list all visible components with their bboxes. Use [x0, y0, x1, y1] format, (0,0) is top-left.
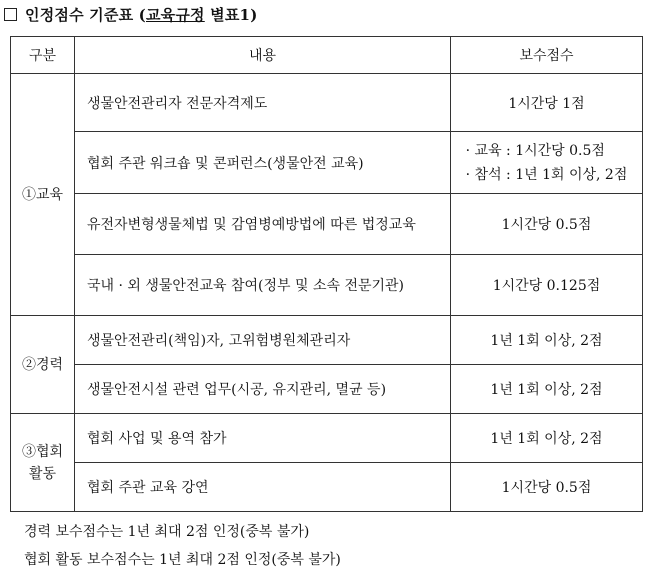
table-row	[11, 74, 643, 132]
row-score: 1년 1회 이상, 2점	[451, 365, 643, 414]
table-row	[11, 255, 643, 316]
category-career: ②경력	[11, 316, 75, 414]
title-prefix: 인정점수 기준표 (	[25, 5, 146, 24]
table-row	[11, 414, 643, 463]
title-row	[4, 4, 258, 24]
category-education: ①교육	[11, 74, 75, 316]
row-score	[451, 132, 643, 194]
row-desc: 협회 주관 교육 강연	[75, 463, 451, 512]
title-underlined: 교육규정	[145, 5, 205, 24]
row-desc: 유전자변형생물체법 및 감염병예방법에 따른 법정교육	[75, 194, 451, 255]
category-association	[11, 414, 75, 512]
row-score: 1시간당 1점	[451, 74, 643, 132]
table-row	[11, 463, 643, 512]
row-score: 1시간당 0.125점	[451, 255, 643, 316]
row-desc: 생물안전관리(책임)자, 고위험병원체관리자	[75, 316, 451, 365]
row-desc: 생물안전관리자 전문자격제도	[75, 74, 451, 132]
row-score: 1년 1회 이상, 2점	[451, 414, 643, 463]
row-desc: 협회 주관 워크숍 및 콘퍼런스(생물안전 교육)	[75, 132, 451, 194]
row-desc: 협회 사업 및 용역 참가	[75, 414, 451, 463]
row-score: 1년 1회 이상, 2점	[451, 316, 643, 365]
table-row	[11, 316, 643, 365]
note-association: 협회 활동 보수점수는 1년 최대 2점 인정(중복 불가)	[24, 552, 341, 568]
header-score: 보수점수	[451, 37, 643, 74]
header-content: 내용	[75, 37, 451, 74]
row-desc: 국내 · 외 생물안전교육 참여(정부 및 소속 전문기관)	[75, 255, 451, 316]
table-row	[11, 132, 643, 194]
score-bullet-attendance: · 참석 : 1년 1회 이상, 2점	[465, 166, 628, 183]
checkbox-square-icon	[4, 8, 17, 21]
notes	[24, 518, 341, 574]
note-career: 경력 보수점수는 1년 최대 2점 인정(중복 불가)	[24, 524, 310, 540]
row-score: 1시간당 0.5점	[451, 194, 643, 255]
row-score: 1시간당 0.5점	[451, 463, 643, 512]
score-bullet-education: · 교육 : 1시간당 0.5점	[465, 142, 605, 159]
row-desc: 생물안전시설 관련 업무(시공, 유지관리, 멸균 등)	[75, 365, 451, 414]
table-row	[11, 365, 643, 414]
page-title	[25, 4, 258, 25]
category-association-line1: ③협회	[21, 443, 64, 460]
title-suffix: 별표1)	[204, 5, 258, 24]
score-bullets	[466, 139, 628, 187]
score-table	[10, 36, 643, 512]
category-association-line2: 활동	[28, 465, 57, 482]
table-row	[11, 194, 643, 255]
header-category: 구분	[11, 37, 75, 74]
table-header-row	[11, 37, 643, 74]
